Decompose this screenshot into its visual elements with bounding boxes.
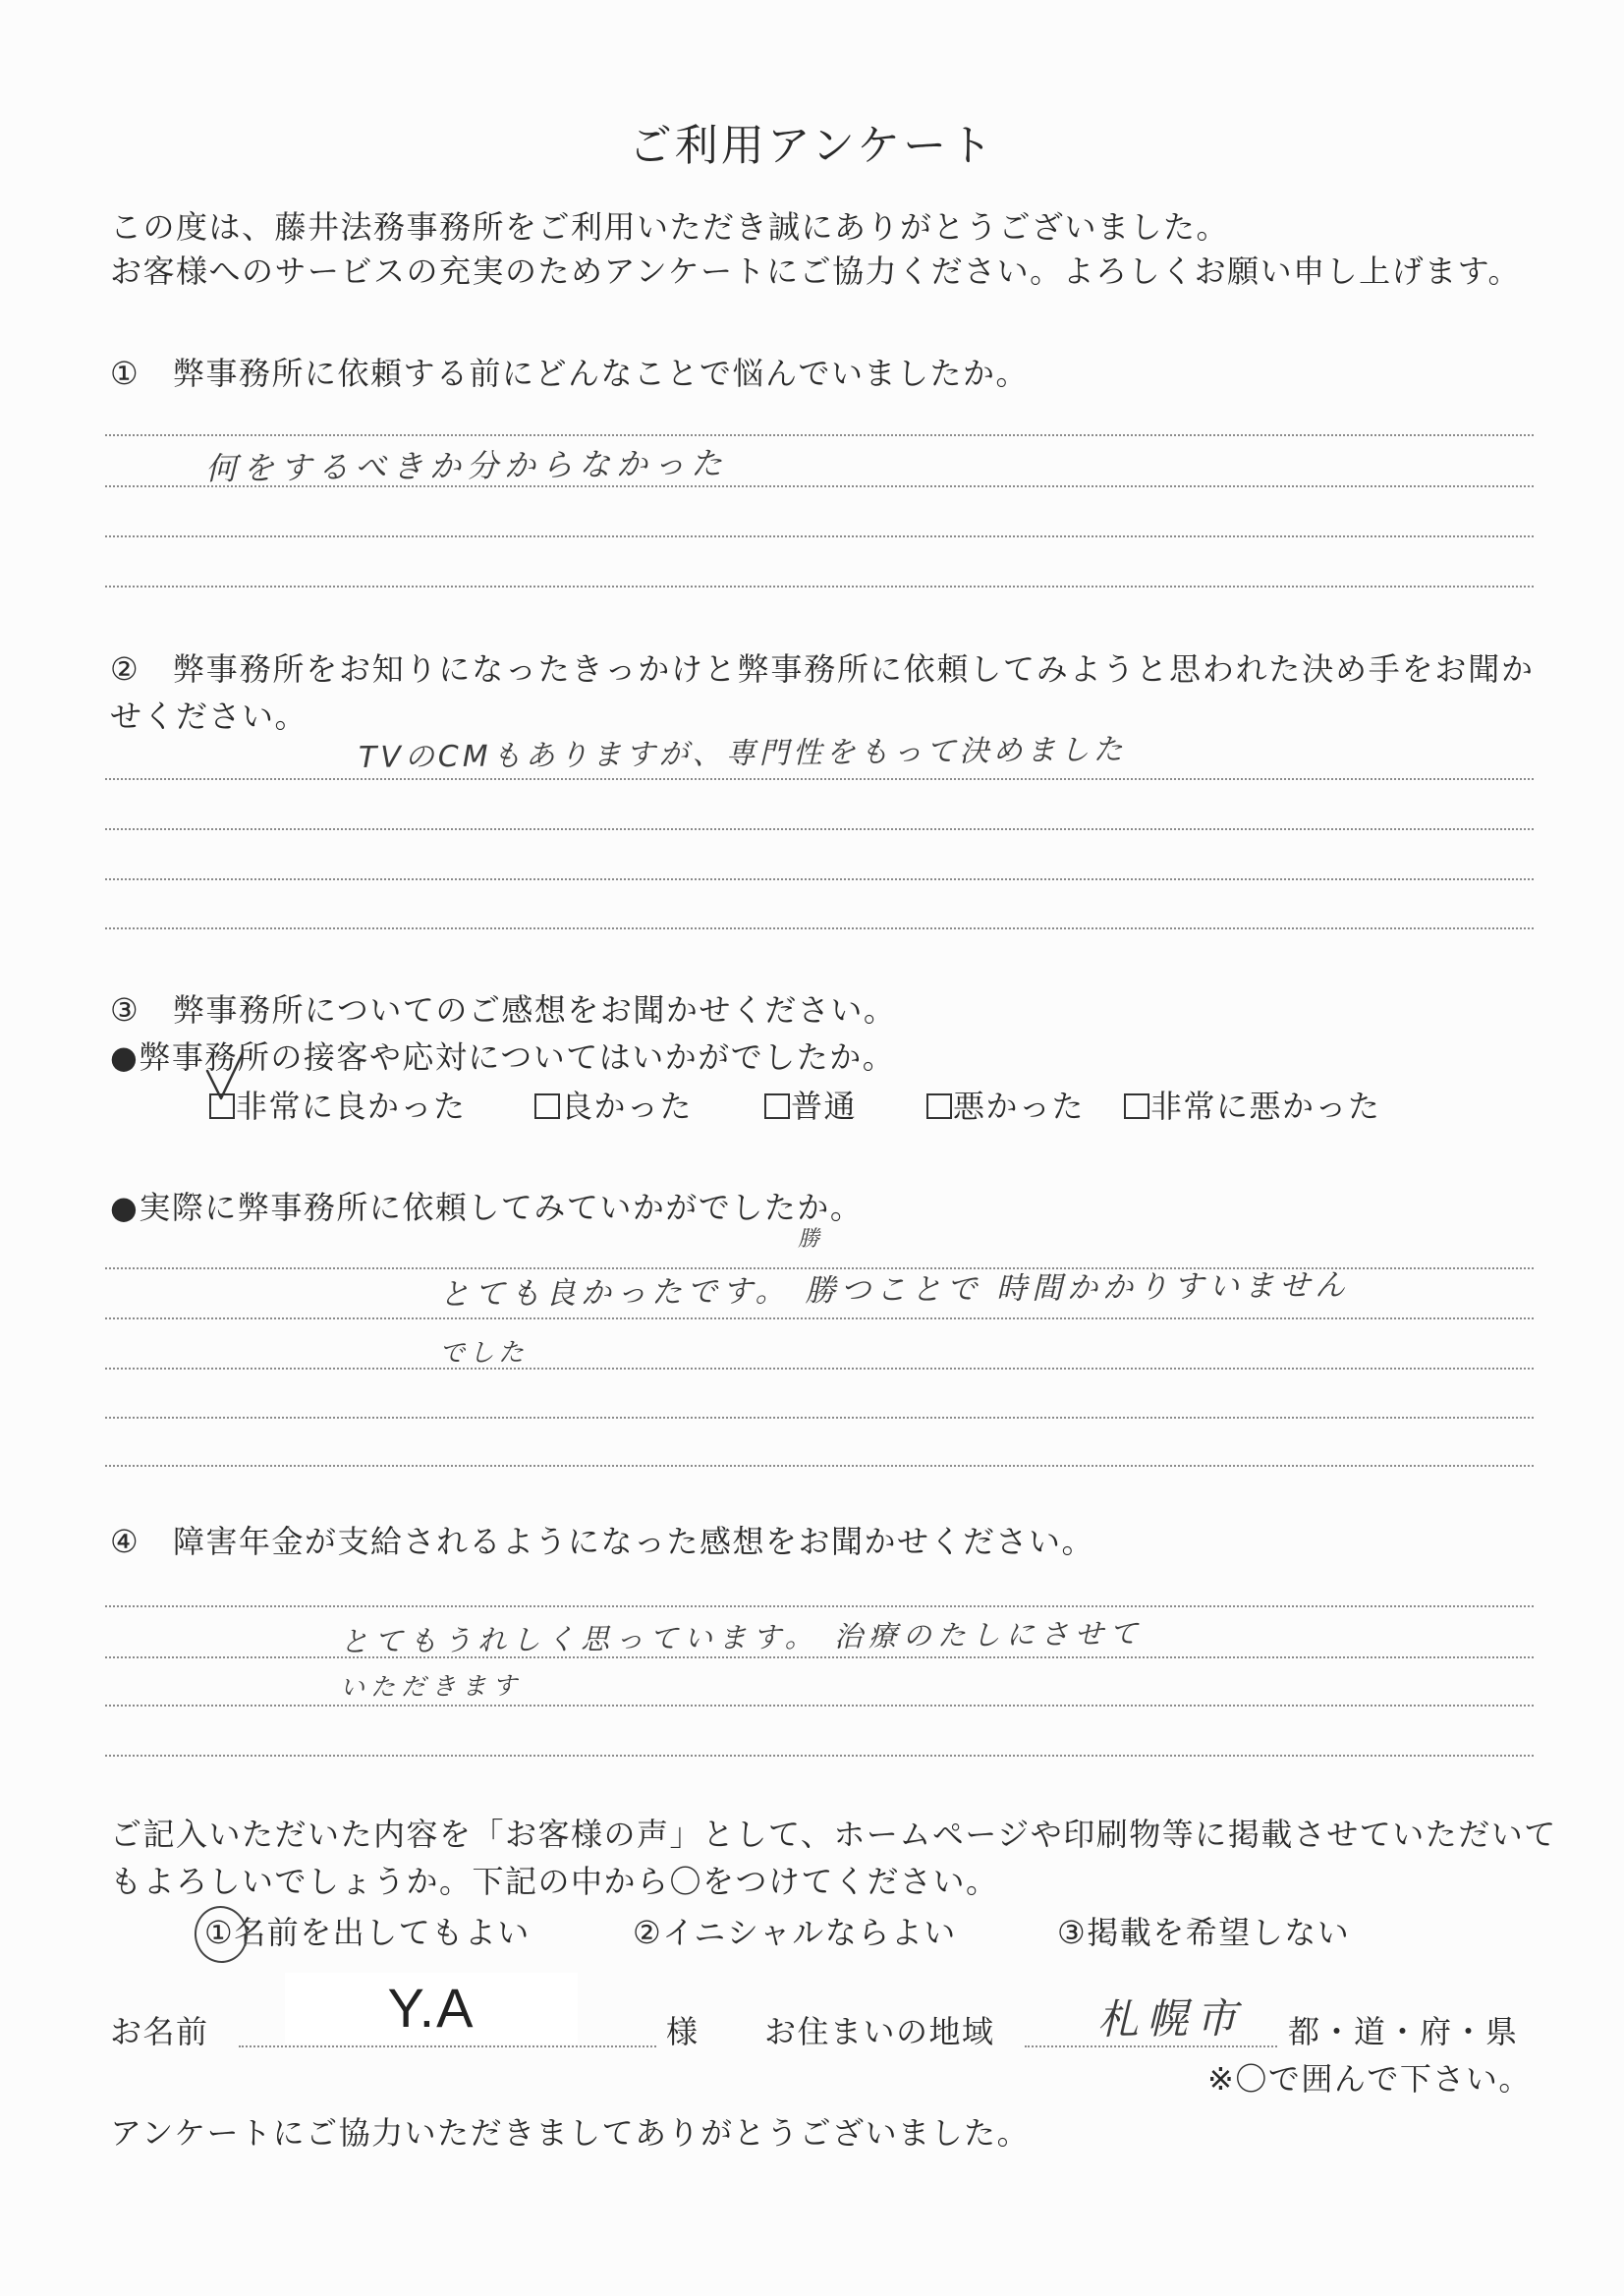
- q4-answer-line: [105, 1755, 1534, 1757]
- name-label: お名前: [110, 2013, 209, 2050]
- q4-handwritten-answer-line-1: とてもうれしく思っています。 治療のたしにさせて: [339, 1616, 1145, 1658]
- survey-title: ご利用アンケート: [628, 121, 996, 171]
- selection-circle-icon: [191, 1903, 252, 1967]
- q2-handwritten-answer: TVのCMもありますが、専門性をもって決めました: [358, 732, 1127, 775]
- q3-handwritten-correction: 勝: [797, 1226, 820, 1252]
- q1-number: ①: [110, 355, 139, 392]
- q4-number: ④: [110, 1523, 139, 1560]
- q3-answer-line: [105, 1267, 1534, 1269]
- q2-text-line-1: 弊事務所をお知りになったきっかけと弊事務所に依頼してみようと思われた決め手をお聞か: [173, 650, 1535, 688]
- q3-text: 弊事務所についてのご感想をお聞かせください。: [173, 991, 897, 1029]
- option-label-good: 良かった: [561, 1088, 694, 1125]
- option-label-average: 普通: [791, 1088, 858, 1125]
- circle-note: ※〇で囲んで下さい。: [1207, 2060, 1532, 2098]
- checkmark-icon: [201, 1047, 251, 1106]
- consent-line-2: もよろしいでしょうか。下記の中から〇をつけてください。: [110, 1863, 999, 1900]
- q1-answer-line: [105, 434, 1534, 436]
- consent-line-1: ご記入いただいた内容を「お客様の声」として、ホームページや印刷物等に掲載させていただいて: [110, 1816, 1557, 1853]
- q3-number: ③: [110, 991, 139, 1029]
- q3-handwritten-answer-line-2: でした: [438, 1338, 529, 1369]
- checkbox-bad: [926, 1093, 952, 1119]
- consent-option-decline: ③掲載を希望しない: [1057, 1914, 1351, 1951]
- prefecture-types: 都・道・府・県: [1288, 2013, 1519, 2050]
- checkbox-average: [764, 1093, 790, 1119]
- name-field-line: [239, 2045, 656, 2047]
- q1-answer-line: [105, 485, 1534, 487]
- q1-handwritten-answer: 何をするべきか分からなかった: [204, 444, 729, 487]
- q3-answer-line: [105, 1465, 1534, 1467]
- q1-text: 弊事務所に依頼する前にどんなことで悩んでいましたか。: [173, 355, 1030, 392]
- name-value: Y.A: [285, 1973, 578, 2044]
- intro-line-1: この度は、藤井法務事務所をご利用いただき誠にありがとうございました。: [110, 208, 1230, 246]
- intro-line-2: お客様へのサービスの充実のためアンケートにご協力ください。よろしくお願い申し上げます。: [110, 252, 1522, 290]
- q4-answer-line: [105, 1605, 1534, 1607]
- q2-answer-line: [105, 778, 1534, 780]
- consent-option-name-ok: ①名前を出してもよい: [204, 1914, 531, 1951]
- q3-reception-question: ●弊事務所の接客や応対についてはいかがでしたか。: [110, 1038, 896, 1076]
- q2-number: ②: [110, 650, 139, 688]
- q2-answer-line: [105, 828, 1534, 830]
- consent-option-initials-ok: ②イニシャルならよい: [633, 1914, 957, 1951]
- q2-text-line-2: せください。: [110, 698, 308, 735]
- q4-answer-line: [105, 1656, 1534, 1658]
- checkbox-good: [534, 1093, 560, 1119]
- honorific: 様: [666, 2013, 700, 2050]
- option-label-bad: 悪かった: [953, 1088, 1086, 1125]
- q2-answer-line: [105, 878, 1534, 880]
- region-field-line: [1025, 2045, 1277, 2047]
- q3-answer-line: [105, 1317, 1534, 1319]
- q3-handwritten-answer-line-1: とても良かったです。 勝つことで 時間かかりすいません: [438, 1267, 1351, 1313]
- thank-you-footer: アンケートにご協力いただきましてありがとうございました。: [110, 2114, 1031, 2152]
- option-label-very-bad: 非常に悪かった: [1150, 1088, 1381, 1125]
- checkbox-very-bad: [1124, 1093, 1149, 1119]
- q4-answer-line: [105, 1705, 1534, 1707]
- q1-answer-line: [105, 535, 1534, 537]
- region-handwritten-value: 札幌市: [1096, 1993, 1246, 2044]
- q4-handwritten-answer-line-2: いただきます: [339, 1671, 524, 1702]
- q2-answer-line: [105, 927, 1534, 929]
- option-label-very-good: 非常に良かった: [236, 1088, 467, 1125]
- q3-experience-question: ●実際に弊事務所に依頼してみていかがでしたか。: [110, 1189, 864, 1226]
- region-label: お住まいの地域: [764, 2013, 995, 2050]
- q4-text: 障害年金が支給されるようになった感想をお聞かせください。: [173, 1523, 1095, 1560]
- q3-answer-line: [105, 1368, 1534, 1370]
- q1-answer-line: [105, 586, 1534, 588]
- q3-answer-line: [105, 1417, 1534, 1419]
